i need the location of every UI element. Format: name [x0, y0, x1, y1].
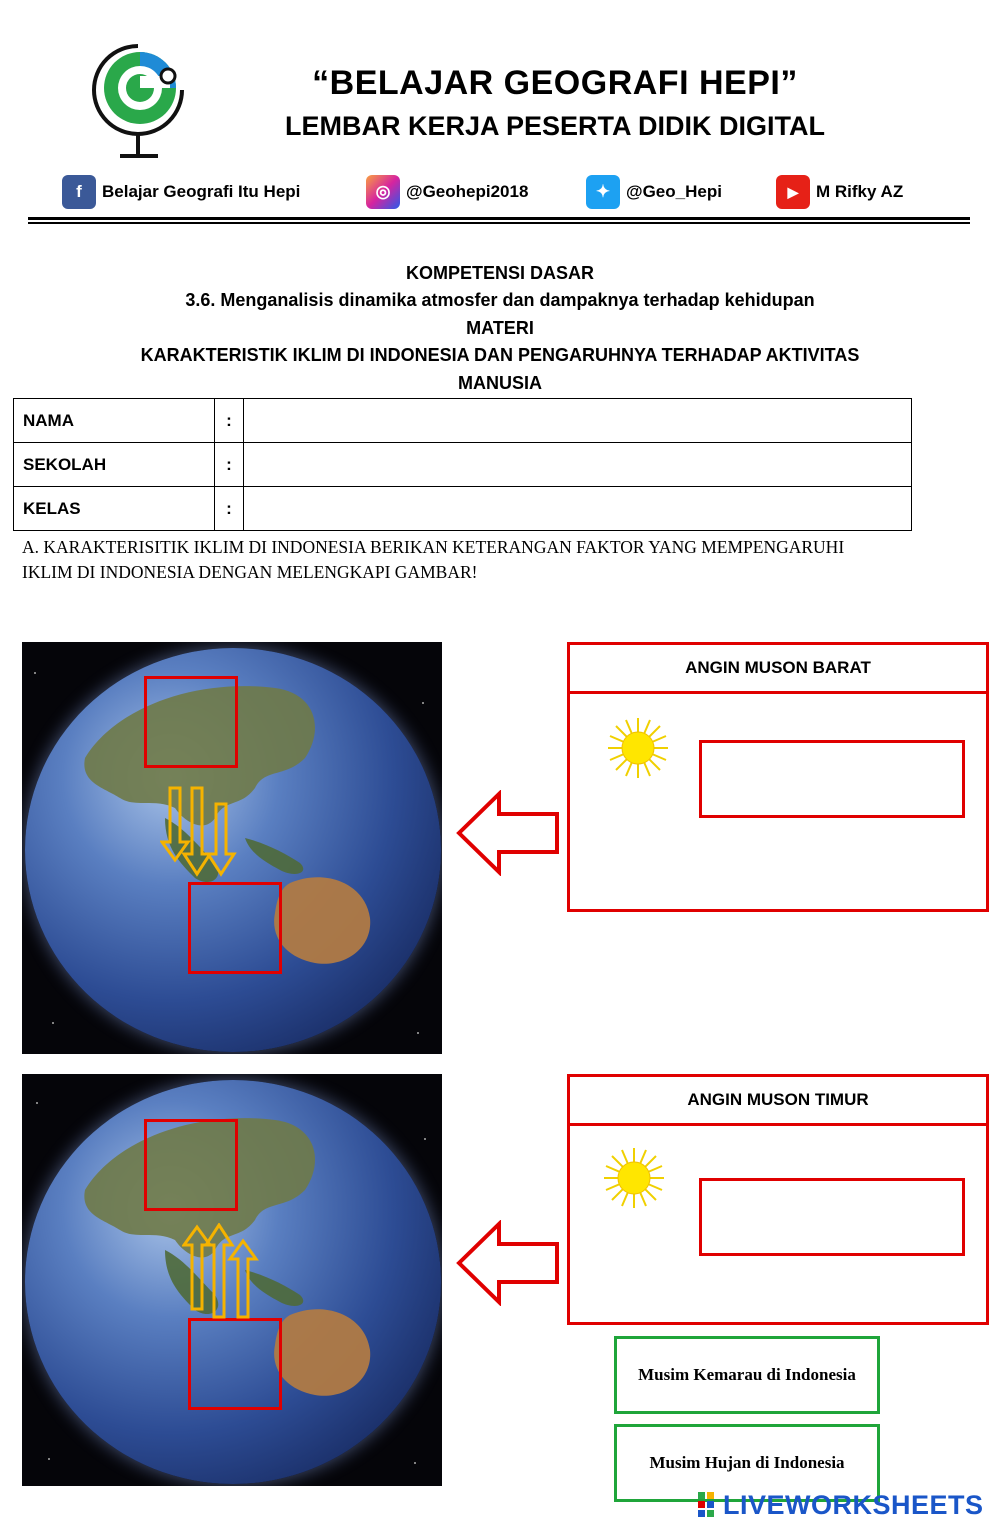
- left-arrow-icon: [455, 1220, 561, 1306]
- kelas-label: KELAS: [14, 487, 215, 531]
- kd-text: 3.6. Menganalisis dinamika atmosfer dan dampaknya terhadap kehidupan: [185, 290, 815, 310]
- separator: :: [215, 487, 244, 531]
- materi-line1: KARAKTERISTIK IKLIM DI INDONESIA DAN PENGARUHNYA TERHADAP AKTIVITAS: [140, 345, 860, 365]
- earth-globe: [25, 1080, 441, 1484]
- globe-image-timur: [22, 1074, 442, 1486]
- sekolah-label: SEKOLAH: [14, 443, 215, 487]
- header-divider-thin: [28, 222, 970, 224]
- table-row: [14, 399, 912, 443]
- facebook-icon: f: [62, 175, 96, 209]
- choice-musim-kemarau[interactable]: Musim Kemarau di Indonesia: [614, 1336, 880, 1414]
- kelas-field[interactable]: [244, 487, 912, 531]
- brand-text: LIVEWORKSHEETS: [723, 1489, 984, 1520]
- liveworksheets-brand: [697, 1487, 997, 1523]
- header-divider: [28, 217, 970, 220]
- panel-title-barat: ANGIN MUSON BARAT: [567, 642, 989, 694]
- kd-label: KOMPETENSI DASAR: [405, 263, 594, 283]
- panel-title-timur: ANGIN MUSON TIMUR: [567, 1074, 989, 1126]
- social-facebook: [62, 172, 300, 212]
- region-box-australia: [188, 882, 282, 974]
- globe-image-barat: [22, 642, 442, 1054]
- table-row: [14, 443, 912, 487]
- liveworksheets-logo-icon: [697, 1490, 723, 1520]
- materi-label: MATERI: [466, 318, 534, 338]
- region-box-australia: [188, 1318, 282, 1410]
- worksheet-title: “BELAJAR GEOGRAFI HEPI”: [312, 64, 798, 102]
- social-label: M Rifky AZ: [816, 182, 904, 201]
- nama-field[interactable]: [244, 399, 912, 443]
- youtube-icon: ▶: [776, 175, 810, 209]
- sekolah-field[interactable]: [244, 443, 912, 487]
- social-label: @Geo_Hepi: [626, 182, 722, 201]
- sun-icon: [602, 1146, 666, 1210]
- social-twitter: [586, 172, 722, 212]
- social-label: @Geohepi2018: [406, 182, 529, 201]
- worksheet-subtitle: LEMBAR KERJA PESERTA DIDIK DIGITAL: [284, 111, 825, 141]
- identity-table: [13, 398, 912, 531]
- answer-drop-zone-barat[interactable]: [699, 740, 965, 818]
- geografi-hepi-logo: [88, 38, 188, 160]
- sun-icon: [606, 716, 670, 780]
- region-box-asia: [144, 1119, 238, 1211]
- nama-label: NAMA: [14, 399, 215, 443]
- materi-line2: MANUSIA: [458, 373, 542, 393]
- region-box-asia: [144, 676, 238, 768]
- table-row: [14, 487, 912, 531]
- earth-globe: [25, 648, 441, 1052]
- separator: :: [215, 443, 244, 487]
- separator: :: [215, 399, 244, 443]
- instruction-line1: A. KARAKTERISITIK IKLIM DI INDONESIA BERIKAN KETERANGAN FAKTOR YANG MEMPENGARUHI: [22, 537, 845, 557]
- left-arrow-icon: [455, 790, 561, 876]
- instruction-line2: IKLIM DI INDONESIA DENGAN MELENGKAPI GAMBAR!: [22, 562, 478, 582]
- wind-arrows-south: [160, 784, 240, 879]
- instagram-icon: ◎: [366, 175, 400, 209]
- choice-musim-hujan[interactable]: Musim Hujan di Indonesia: [614, 1424, 880, 1502]
- social-instagram: [366, 172, 528, 212]
- instruction-text: [22, 535, 982, 585]
- twitter-icon: ✦: [586, 175, 620, 209]
- social-label: Belajar Geografi Itu Hepi: [102, 182, 301, 201]
- social-youtube: [776, 172, 903, 212]
- wind-arrows-north: [182, 1223, 262, 1321]
- answer-drop-zone-timur[interactable]: [699, 1178, 965, 1256]
